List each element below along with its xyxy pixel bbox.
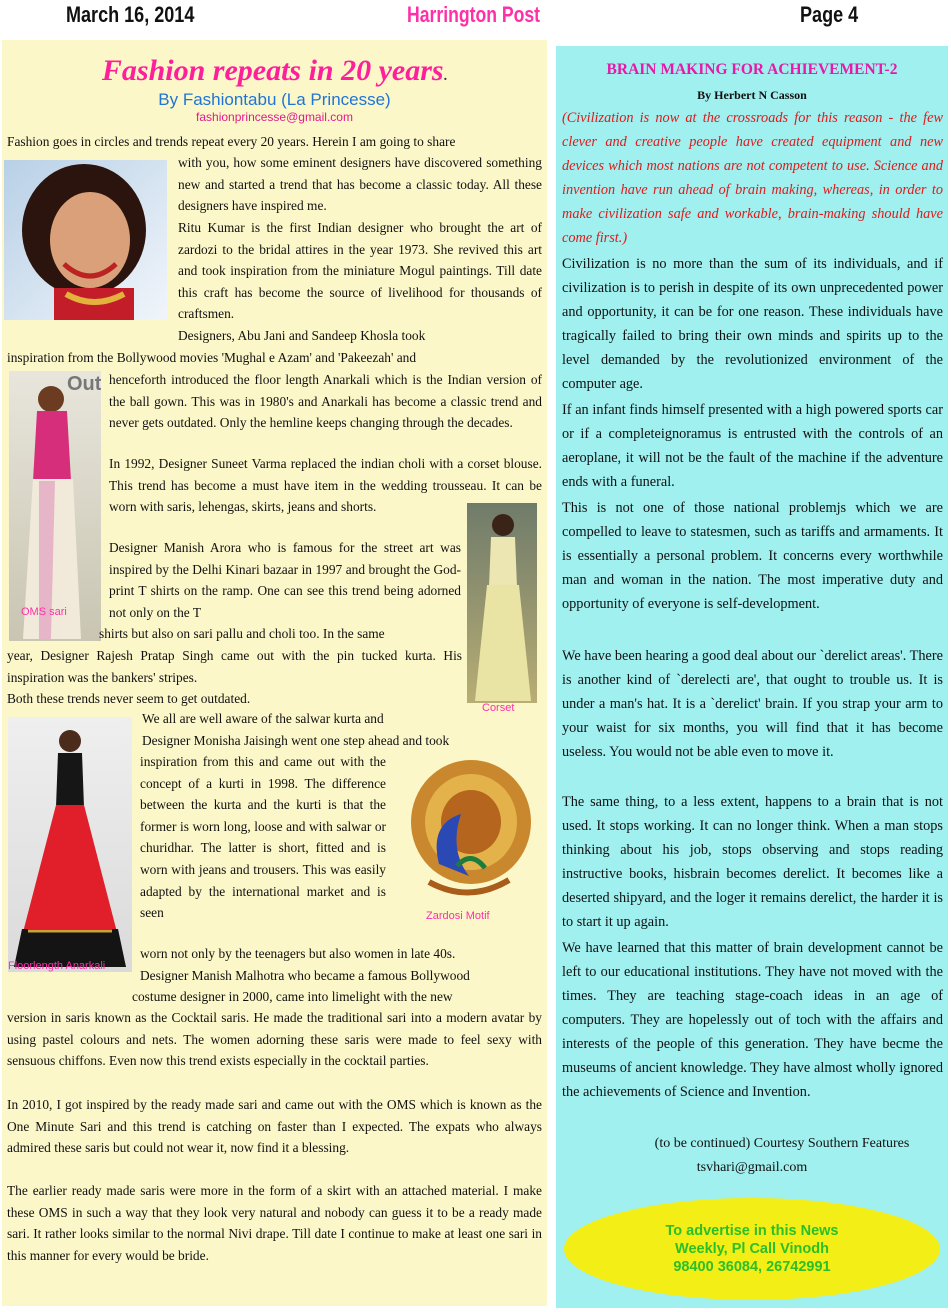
page-number: Page 4 [800, 2, 859, 27]
author-portrait [4, 160, 167, 320]
fashion-article [2, 40, 547, 1306]
anarkali-photo [8, 717, 132, 972]
paragraph-abu-jani-first: Designers, Abu Jani and Sandeep Khosla took [178, 328, 426, 343]
paragraph-intro: with you, how some eminent designers have discovered something new and started a trend that has become a classic today. All these designers have inspired me. [178, 155, 542, 214]
paragraph-rajesh-pratap: year, Designer Rajesh Pratap Singh came out with the pin tucked kurta. His inspiration was the bankers' stripes. [7, 648, 462, 685]
brain-paragraph-derelict-areas: We have been hearing a good deal about our `derelict areas'. There is another kind of `derelecti are', that ought to trouble us. It is under a man's hat. It is a `derelict' brain. If you strap your arm to your waist for six months, you will find that it has become useless. You would not be able even to move it. [562, 648, 943, 760]
paragraph-abu-jani-second: inspiration from the Bollywood movies 'Mughal e Azam' and 'Pakeezah' and [7, 350, 417, 365]
paragraph-ritu-kumar: Ritu Kumar is the first Indian designer who brought the art of zardozi to the bridal attires in the year 1973. She revived this art and took inspiration from the miniature Mogul paintings. Till date this craft has become the source of livelihood for thousands of craftsmen. [178, 220, 542, 322]
brain-article-intro: (Civilization is now at the crossroads for this reason - the few clever and creative people have created equipment and new devices which most nations are not competent to use. Science and invention have run ahead of brain making, whereas, in order to make civilization safe and workable, brain-making should have come first.) [562, 110, 943, 246]
paragraph-cocktail-saris: version in saris known as the Cocktail saris. He made the traditional sari into a modern avatar by using pastel colours and nets. The women adorning these saris were made to feel sexy with sensuous chiffons. Even now this trend exists especially in the cocktail parties. [7, 1010, 542, 1069]
brain-paragraph-unused-brain: The same thing, to a less extent, happens to a brain that is not used. It stops working. It can no longer think. When a man stops thinking about his job, stops observing and stops reading instructive books, hisbrain becomes derelict. It becomes like a deserted shipyard, and the loger it remains derelict, the harder it is to start it up again. [562, 794, 943, 930]
oms-sari-photo [9, 371, 101, 641]
paragraph-suneet-varma: In 1992, Designer Suneet Varma replaced the indian choli with a corset blouse. This trend has become a must have item in the wedding trousseau. It can be worn with saris, lehengas, skirts, jeans and shorts. [109, 456, 542, 515]
brain-paragraph-education: We have learned that this matter of brain development cannot be left to our educational institutions. They have not moved with the times. They are teaching stage-coach ideas in an age of computers. They are hopelessly out of toch with the affairs and interests of the people of this generation. They have becme the museums of ancient knowledge. They have almost wholly ignored the achievements of Science and Invention. [562, 940, 943, 1100]
caption-corset: Corset [482, 702, 515, 714]
paragraph-ready-made-saris: The earlier ready made saris were more in the form of a skirt with an attached material. I make these OMS in such a way that they look very natural and nobody can guess it to be a ready made sari. It rather looks similar to the normal Nivi drape. Till date I continue to make at least one sari in this manner for every would be bride. [7, 1183, 542, 1263]
newspaper-name: Harrington Post [407, 2, 540, 27]
paragraph-anarkali: henceforth introduced the floor length Anarkali which is the Indian version of the ball gown. This was in 1980's and Anarkali has become a classic trend and never gets outdated. Only the hemline keeps changing through the decades. [109, 372, 542, 431]
oms-sari-photo-banner: Out [67, 373, 101, 395]
brain-article-title: BRAIN MAKING FOR ACHIEVEMENT-2 [606, 61, 898, 78]
paragraph-intro-first-line: Fashion goes in circles and trends repeat every 20 years. Herein I am going to share [7, 134, 456, 149]
contact-email: tsvhari@gmail.com [696, 1160, 808, 1175]
caption-zardosi-motif: Zardosi Motif [426, 910, 490, 922]
article-credits [556, 1132, 948, 1180]
paragraph-manish-malhotra-second: costume designer in 2000, came into limelight with the new [132, 989, 453, 1004]
paragraph-salwar-kurta: We all are well aware of the salwar kurta and [142, 711, 384, 726]
article-title [2, 54, 547, 94]
author-portrait-illustration [4, 160, 167, 320]
corset-illustration [467, 503, 537, 703]
zardosi-motif-photo [399, 754, 537, 912]
paragraph-trends-outdated: Both these trends never seem to get outdated. [7, 691, 251, 706]
zardosi-motif-illustration [399, 754, 537, 912]
brain-paragraph-civilization: Civilization is no more than the sum of its individuals, and if civilization is to perish in despite of its own unprecedented power and opportunity, it can be for one reason. These individuals have tragically failed to bring their own minds and spirits up to the level demanded by the revolutionized environment of the computer age. [562, 256, 943, 392]
paragraph-kurti: inspiration from this and came out with the concept of a kurti in 1998. The difference between the kurta and the kurti is that the former is worn long, loose and with salwar or churidhar. The latter is short, fitted and is worn with jeans and trousers. This was easily adapted by the international market and is seen [140, 754, 386, 921]
oms-sari-illustration [9, 371, 101, 641]
paragraph-kurti-cont: worn not only by the teenagers but also women in late 40s. [140, 946, 456, 961]
paragraph-oms: In 2010, I got inspired by the ready made sari and came out with the OMS which is known as the One Minute Sari and this trend is catching on faster than I expected. The expats who always admired these saris but could not wear it, now find it a blessing. [7, 1097, 542, 1156]
issue-date: March 16, 2014 [66, 2, 195, 27]
paragraph-manish-malhotra-first: Designer Manish Malhotra who became a famous Bollywood [140, 968, 470, 983]
article-title-suffix: . [443, 69, 448, 84]
advertisement-oval: To advertise in this News Weekly, Pl Call Vinodh 98400 36084, 26742991 [564, 1198, 940, 1300]
caption-oms-sari: OMS sari [21, 606, 67, 618]
paragraph-manish-arora: Designer Manish Arora who is famous for the street art was inspired by the Delhi Kinari bazaar in 1997 and brought the God-print T shirts on the ramp. One can see this trend being adorned not only on the T [109, 540, 461, 620]
brain-making-article [556, 46, 948, 1308]
caption-floorlength-anarkali: Floorlength Anarkali [8, 960, 106, 972]
to-be-continued-note: (to be continued) Courtesy Southern Features [654, 1136, 910, 1151]
article-author-email: fashionprincesse@gmail.com [196, 110, 353, 124]
brain-paragraph-infant: If an infant finds himself presented with a high powered sports car or if a completeignoramus is entrusted with the controls of an aeroplane, it will not be the fault of the machine if the adventure ends with a funeral. [562, 402, 943, 490]
brain-article-author: By Herbert N Casson [697, 88, 807, 102]
paragraph-monisha-jaisingh: Designer Monisha Jaisingh went one step ahead and took [142, 733, 450, 748]
anarkali-illustration [8, 717, 132, 972]
corset-photo [467, 503, 537, 703]
article-title-text: Fashion repeats in 20 years [101, 54, 444, 87]
brain-paragraph-personal-problem: This is not one of those national problemjs which we are compelled to leave to statesmen, such as tariffs and armaments. It is essentially a personal problem. It concerns every worthwhile man and woman in the nation. The most imperative duty and opportunity of everyone is self-development. [562, 500, 943, 612]
article-byline: By Fashiontabu (La Princesse) [158, 90, 391, 109]
paragraph-manish-arora-cont: shirts but also on sari pallu and choli too. In the same [99, 626, 385, 641]
